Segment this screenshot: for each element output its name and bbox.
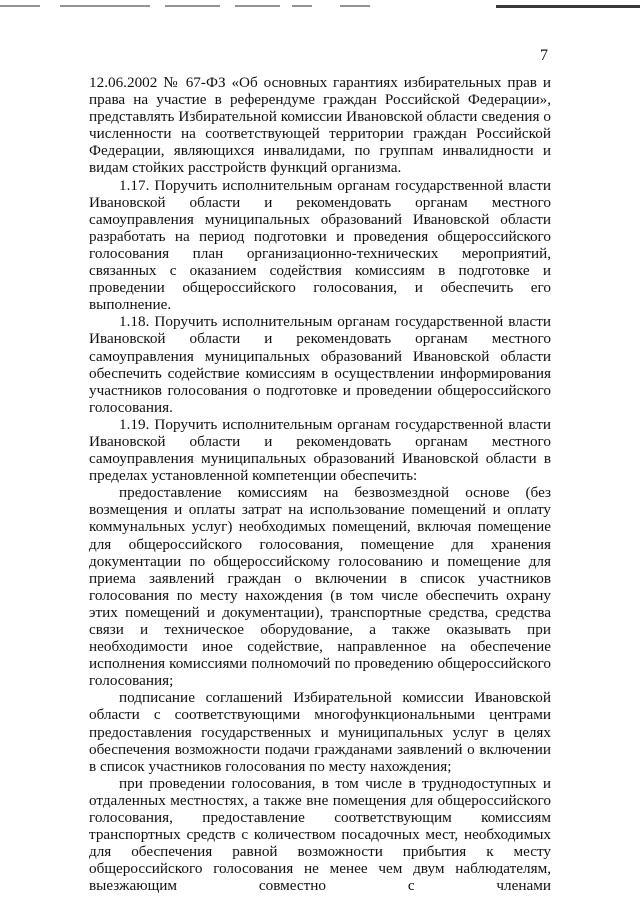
paragraph-1-17: 1.17. Поручить исполнительным органам государственной власти Ивановской области и рекомендовать органам местного самоуправления муниципальных образований Ивановской области разработать на период подготовки и проведения общероссийского голосования план организационно-технических мероприятий, связанных с оказанием содействия комиссиям в подготовке и проведении общероссийского голосования, и обеспечить его выполнение. xyxy=(89,176,551,314)
paragraph-1-19: 1.19. Поручить исполнительным органам государственной власти Ивановской области и рекомендовать органам местного самоуправления муниципальных образований Ивановской области в пределах установленной компетенции обеспечить: xyxy=(89,415,551,485)
document-body xyxy=(89,74,551,895)
paragraph-agreements: подписание соглашений Избирательной комиссии Ивановской области с соответствующими многофункциональными центрами предоставления государственных и муниципальных услуг в целях обеспечения возможности подачи гражданами заявлений о включении в список участников голосования по месту нахождения; xyxy=(89,689,551,775)
page-number: 7 xyxy=(540,47,548,64)
paragraph-premises: предоставление комиссиям на безвозмездной основе (без возмещения и оплаты затрат на использование помещений и оплату коммунальных услуг) необходимых помещений, включая помещение для общероссийского голосования, помещение для хранения документации по общероссийскому голосованию и помещение для приема заявлений граждан о включении в список участников голосования по месту нахождения (в том числе обеспечить охрану этих помещений и документации), транспортные средства, средства связи и техническое оборудование, а также оказывать при необходимости иное содействие, направленное на обеспечение исполнения комиссиями полномочий по проведению общероссийского голосования; xyxy=(89,484,551,690)
paragraph-transport: при проведении голосования, в том числе в труднодоступных и отдаленных местностях, а также вне помещения для общероссийского голосования, предоставление соответствующим комиссиям транспортных средств с количеством посадочных мест, необходимых для обеспечения равной возможности прибытия к месту общероссийского голосования не менее чем двум наблюдателям, выезжающим совместно с членами xyxy=(89,774,551,895)
paragraph-law-reference: 12.06.2002 № 67-ФЗ «Об основных гарантиях избирательных прав и права на участие в референдуме граждан Российской Федерации», представлять Избирательной комиссии Ивановской области сведения о численности на соответствующей территории граждан Российской Федерации, являющихся инвалидами, по группам инвалидности и видам стойких расстройств функций организма. xyxy=(89,74,551,177)
scan-edge-artifact xyxy=(0,5,640,11)
paragraph-1-18: 1.18. Поручить исполнительным органам государственной власти Ивановской области и рекомендовать органам местного самоуправления муниципальных образований Ивановской области обеспечить содействие комиссиям в осуществлении информирования участников голосования о подготовке и проведении общероссийского голосования. xyxy=(89,313,551,416)
